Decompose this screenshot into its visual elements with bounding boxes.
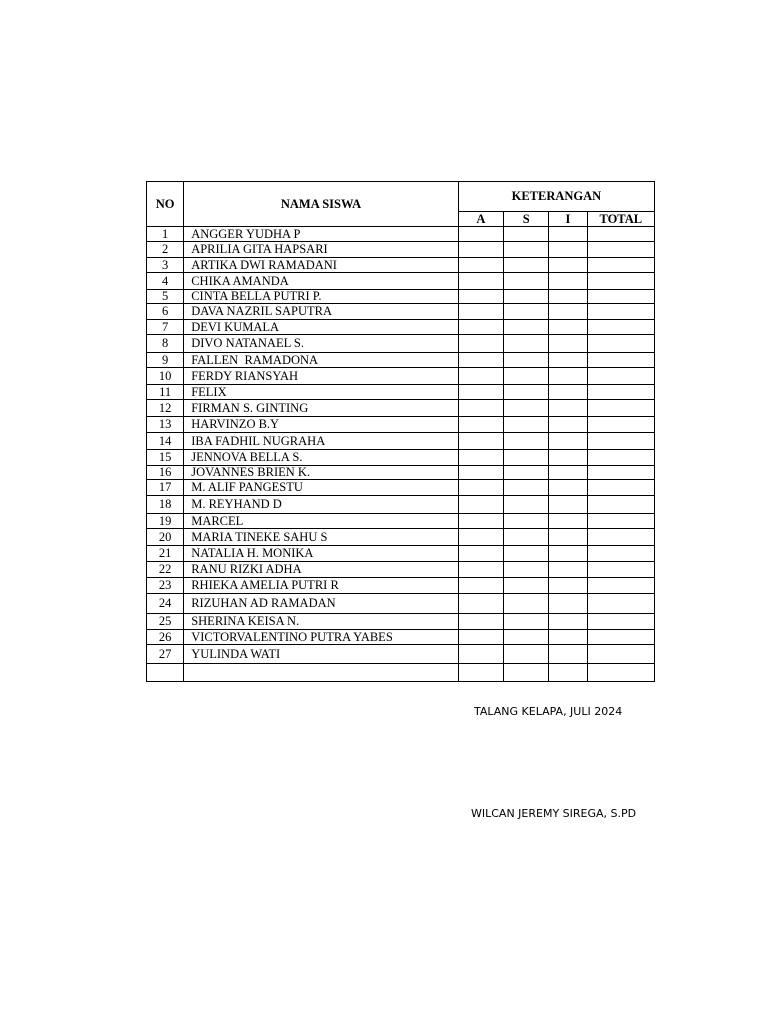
student-name: FERDY RIANSYAH <box>184 368 459 385</box>
cell-total[interactable] <box>587 450 654 466</box>
cell-s[interactable] <box>504 664 549 682</box>
cell-total[interactable] <box>587 514 654 529</box>
cell-total[interactable] <box>587 385 654 400</box>
student-name: ARTIKA DWI RAMADANI <box>184 258 459 273</box>
row-number: 11 <box>147 385 184 400</box>
row-number: 8 <box>147 335 184 353</box>
header-s: S <box>504 212 549 227</box>
table-row <box>147 450 655 466</box>
table-row <box>147 335 655 353</box>
cell-total[interactable] <box>587 614 654 630</box>
cell-s[interactable] <box>504 433 549 450</box>
row-number: 16 <box>147 466 184 480</box>
cell-a[interactable] <box>458 385 503 400</box>
cell-total[interactable] <box>587 353 654 368</box>
table-row <box>147 290 655 304</box>
student-name: RANU RIZKI ADHA <box>184 562 459 578</box>
cell-i[interactable] <box>549 496 587 514</box>
cell-a[interactable] <box>458 290 503 304</box>
table-row <box>147 614 655 630</box>
table-row <box>147 320 655 335</box>
table-row <box>147 645 655 664</box>
cell-i[interactable] <box>549 290 587 304</box>
cell-total[interactable] <box>587 645 654 664</box>
cell-i[interactable] <box>549 480 587 496</box>
cell-a[interactable] <box>458 614 503 630</box>
table-row <box>147 273 655 290</box>
cell-s[interactable] <box>504 417 549 433</box>
student-name: FELIX <box>184 385 459 400</box>
cell-a[interactable] <box>458 258 503 273</box>
cell-total[interactable] <box>587 480 654 496</box>
header-a: A <box>458 212 503 227</box>
row-number: 3 <box>147 258 184 273</box>
row-number: 14 <box>147 433 184 450</box>
cell-total[interactable] <box>587 304 654 320</box>
cell-total[interactable] <box>587 258 654 273</box>
cell-s[interactable] <box>504 335 549 353</box>
row-number: 5 <box>147 290 184 304</box>
header-total: TOTAL <box>587 212 654 227</box>
cell-total[interactable] <box>587 578 654 594</box>
cell-a[interactable] <box>458 417 503 433</box>
table-row <box>147 258 655 273</box>
cell-a[interactable] <box>458 368 503 385</box>
table-row <box>147 562 655 578</box>
cell-a[interactable] <box>458 480 503 496</box>
table-row <box>147 578 655 594</box>
student-name: YULINDA WATI <box>184 645 459 664</box>
cell-total[interactable] <box>587 529 654 546</box>
cell-i[interactable] <box>549 614 587 630</box>
cell-i[interactable] <box>549 514 587 529</box>
cell-a[interactable] <box>458 320 503 335</box>
header-keterangan: KETERANGAN <box>458 182 654 212</box>
cell-i[interactable] <box>549 385 587 400</box>
cell-i[interactable] <box>549 645 587 664</box>
row-number: 10 <box>147 368 184 385</box>
cell-i[interactable] <box>549 227 587 242</box>
table-row <box>147 353 655 368</box>
cell-total[interactable] <box>587 335 654 353</box>
cell-i[interactable] <box>549 353 587 368</box>
student-name: MARCEL <box>184 514 459 529</box>
row-number: 1 <box>147 227 184 242</box>
cell-total[interactable] <box>587 290 654 304</box>
cell-a[interactable] <box>458 594 503 614</box>
row-number: 18 <box>147 496 184 514</box>
cell-a[interactable] <box>458 242 503 258</box>
row-number: 15 <box>147 450 184 466</box>
cell-s[interactable] <box>504 466 549 480</box>
cell-i[interactable] <box>549 320 587 335</box>
student-name: JOVANNES BRIEN K. <box>184 466 459 480</box>
cell-a[interactable] <box>458 645 503 664</box>
cell-i[interactable] <box>549 546 587 562</box>
cell-total[interactable] <box>587 273 654 290</box>
cell-i[interactable] <box>549 335 587 353</box>
cell-a[interactable] <box>458 496 503 514</box>
cell-total[interactable] <box>587 400 654 417</box>
table-row <box>147 466 655 480</box>
header-name: NAMA SISWA <box>184 182 459 227</box>
row-number <box>147 664 184 682</box>
cell-a[interactable] <box>458 273 503 290</box>
cell-i[interactable] <box>549 273 587 290</box>
cell-total[interactable] <box>587 242 654 258</box>
student-name: MARIA TINEKE SAHU S <box>184 529 459 546</box>
cell-i[interactable] <box>549 433 587 450</box>
cell-s[interactable] <box>504 630 549 645</box>
cell-i[interactable] <box>549 529 587 546</box>
cell-i[interactable] <box>549 450 587 466</box>
table-row <box>147 417 655 433</box>
student-name <box>184 664 459 682</box>
table-row <box>147 368 655 385</box>
row-number: 4 <box>147 273 184 290</box>
cell-s[interactable] <box>504 480 549 496</box>
student-name: NATALIA H. MONIKA <box>184 546 459 562</box>
cell-s[interactable] <box>504 258 549 273</box>
student-name: DAVA NAZRIL SAPUTRA <box>184 304 459 320</box>
table-row <box>147 496 655 514</box>
table-row <box>147 630 655 645</box>
cell-s[interactable] <box>504 578 549 594</box>
cell-a[interactable] <box>458 664 503 682</box>
attendance-table <box>146 181 655 682</box>
cell-s[interactable] <box>504 400 549 417</box>
place-date: TALANG KELAPA, JULI 2024 <box>474 705 623 718</box>
cell-a[interactable] <box>458 353 503 368</box>
cell-s[interactable] <box>504 546 549 562</box>
cell-s[interactable] <box>504 614 549 630</box>
cell-s[interactable] <box>504 450 549 466</box>
cell-total[interactable] <box>587 630 654 645</box>
table-row <box>147 480 655 496</box>
row-number: 12 <box>147 400 184 417</box>
table-row <box>147 385 655 400</box>
cell-s[interactable] <box>504 594 549 614</box>
row-number: 6 <box>147 304 184 320</box>
row-number: 21 <box>147 546 184 562</box>
cell-s[interactable] <box>504 304 549 320</box>
student-name: FIRMAN S. GINTING <box>184 400 459 417</box>
student-name: APRILIA GITA HAPSARI <box>184 242 459 258</box>
cell-s[interactable] <box>504 290 549 304</box>
row-number: 22 <box>147 562 184 578</box>
cell-i[interactable] <box>549 562 587 578</box>
cell-total[interactable] <box>587 368 654 385</box>
cell-i[interactable] <box>549 578 587 594</box>
table-header-row <box>147 182 655 212</box>
student-name: CHIKA AMANDA <box>184 273 459 290</box>
table-row <box>147 433 655 450</box>
table-row <box>147 304 655 320</box>
cell-s[interactable] <box>504 529 549 546</box>
cell-s[interactable] <box>504 320 549 335</box>
cell-total[interactable] <box>587 664 654 682</box>
row-number: 19 <box>147 514 184 529</box>
student-name: SHERINA KEISA N. <box>184 614 459 630</box>
cell-s[interactable] <box>504 353 549 368</box>
table-row <box>147 227 655 242</box>
cell-s[interactable] <box>504 496 549 514</box>
cell-s[interactable] <box>504 273 549 290</box>
cell-s[interactable] <box>504 562 549 578</box>
student-name: RHIEKA AMELIA PUTRI R <box>184 578 459 594</box>
cell-i[interactable] <box>549 417 587 433</box>
cell-a[interactable] <box>458 335 503 353</box>
student-name: IBA FADHIL NUGRAHA <box>184 433 459 450</box>
cell-s[interactable] <box>504 645 549 664</box>
cell-i[interactable] <box>549 304 587 320</box>
cell-total[interactable] <box>587 466 654 480</box>
row-number: 23 <box>147 578 184 594</box>
cell-a[interactable] <box>458 227 503 242</box>
table-row <box>147 514 655 529</box>
table-body <box>147 227 655 682</box>
cell-a[interactable] <box>458 630 503 645</box>
student-name: VICTORVALENTINO PUTRA YABES <box>184 630 459 645</box>
row-number: 24 <box>147 594 184 614</box>
row-number: 25 <box>147 614 184 630</box>
cell-s[interactable] <box>504 242 549 258</box>
student-name: HARVINZO B.Y <box>184 417 459 433</box>
row-number: 20 <box>147 529 184 546</box>
header-i: I <box>549 212 587 227</box>
cell-a[interactable] <box>458 450 503 466</box>
row-number: 13 <box>147 417 184 433</box>
cell-i[interactable] <box>549 466 587 480</box>
table-row <box>147 594 655 614</box>
cell-s[interactable] <box>504 385 549 400</box>
student-name: CINTA BELLA PUTRI P. <box>184 290 459 304</box>
cell-i[interactable] <box>549 242 587 258</box>
cell-a[interactable] <box>458 578 503 594</box>
table-row <box>147 546 655 562</box>
cell-i[interactable] <box>549 594 587 614</box>
row-number: 2 <box>147 242 184 258</box>
cell-s[interactable] <box>504 514 549 529</box>
student-name: M. ALIF PANGESTU <box>184 480 459 496</box>
cell-total[interactable] <box>587 546 654 562</box>
cell-a[interactable] <box>458 433 503 450</box>
cell-total[interactable] <box>587 433 654 450</box>
cell-i[interactable] <box>549 664 587 682</box>
cell-a[interactable] <box>458 562 503 578</box>
signer-name: WILCAN JEREMY SIREGA, S.PD <box>471 807 637 820</box>
cell-total[interactable] <box>587 320 654 335</box>
row-number: 26 <box>147 630 184 645</box>
cell-total[interactable] <box>587 417 654 433</box>
table-row <box>147 664 655 682</box>
cell-s[interactable] <box>504 227 549 242</box>
student-name: FALLEN RAMADONA <box>184 353 459 368</box>
table-row <box>147 529 655 546</box>
cell-a[interactable] <box>458 529 503 546</box>
row-number: 27 <box>147 645 184 664</box>
table-row <box>147 400 655 417</box>
student-name: JENNOVA BELLA S. <box>184 450 459 466</box>
cell-total[interactable] <box>587 227 654 242</box>
cell-a[interactable] <box>458 546 503 562</box>
cell-a[interactable] <box>458 514 503 529</box>
cell-a[interactable] <box>458 400 503 417</box>
student-name: M. REYHAND D <box>184 496 459 514</box>
table-row <box>147 242 655 258</box>
student-name: DEVI KUMALA <box>184 320 459 335</box>
row-number: 9 <box>147 353 184 368</box>
cell-i[interactable] <box>549 258 587 273</box>
cell-total[interactable] <box>587 562 654 578</box>
cell-i[interactable] <box>549 630 587 645</box>
student-name: ANGGER YUDHA P <box>184 227 459 242</box>
cell-total[interactable] <box>587 594 654 614</box>
student-name: RIZUHAN AD RAMADAN <box>184 594 459 614</box>
cell-total[interactable] <box>587 496 654 514</box>
cell-s[interactable] <box>504 368 549 385</box>
row-number: 7 <box>147 320 184 335</box>
cell-i[interactable] <box>549 400 587 417</box>
row-number: 17 <box>147 480 184 496</box>
header-no: NO <box>147 182 184 227</box>
student-name: DIVO NATANAEL S. <box>184 335 459 353</box>
cell-i[interactable] <box>549 368 587 385</box>
cell-a[interactable] <box>458 304 503 320</box>
cell-a[interactable] <box>458 466 503 480</box>
